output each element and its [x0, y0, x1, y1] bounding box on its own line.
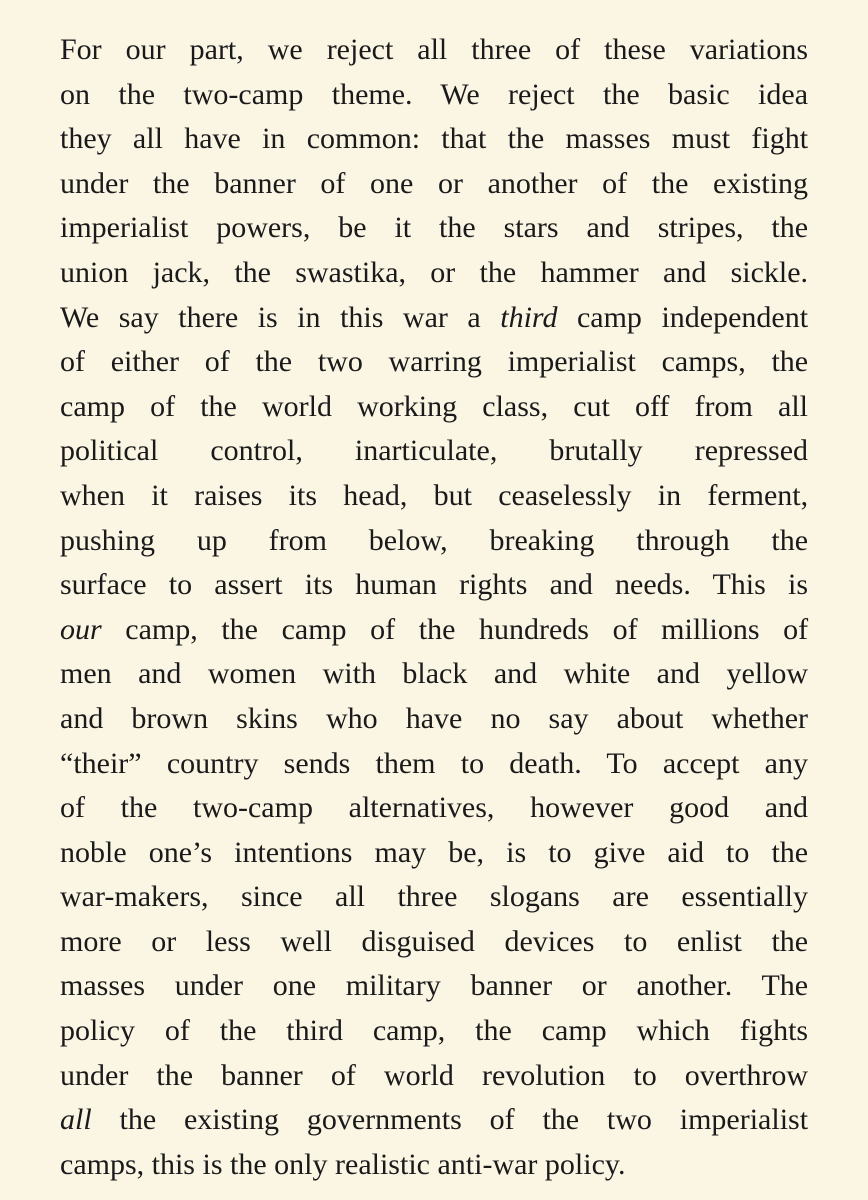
- word: banner: [470, 969, 553, 1003]
- word: the: [418, 612, 456, 646]
- text-line: [60, 608, 808, 653]
- word: the: [255, 345, 293, 379]
- word: and: [493, 657, 538, 691]
- word: from: [268, 523, 327, 557]
- document-body: [60, 28, 808, 1187]
- text-line: [60, 474, 808, 519]
- word: is: [257, 300, 278, 334]
- word: noble: [60, 835, 127, 869]
- word: realistic: [335, 1147, 430, 1181]
- word: under: [174, 969, 244, 1003]
- word: to: [548, 835, 572, 869]
- word: war-makers,: [60, 880, 209, 914]
- word: world: [383, 1058, 454, 1092]
- word: banner: [221, 1058, 303, 1092]
- text-line: [60, 786, 808, 831]
- word: are: [612, 880, 649, 914]
- word: is: [787, 568, 808, 602]
- word: camp: [60, 389, 125, 423]
- text-line: [60, 563, 808, 608]
- word: there: [178, 300, 239, 334]
- word: camp: [281, 612, 347, 646]
- word: For: [60, 33, 102, 66]
- italic-word: our: [60, 612, 102, 646]
- word: imperialist: [679, 1103, 809, 1137]
- word: intentions: [234, 835, 353, 869]
- word: the: [439, 211, 476, 245]
- word: two: [606, 1103, 652, 1137]
- word: or: [437, 166, 463, 200]
- word: ferment,: [707, 478, 809, 512]
- word: under: [60, 1058, 129, 1092]
- word: about: [616, 701, 684, 735]
- word: “their”: [60, 746, 142, 780]
- text-line: [60, 385, 808, 430]
- word: world: [262, 389, 332, 423]
- word: this: [151, 1147, 195, 1181]
- word: however: [530, 791, 634, 825]
- word: from: [694, 389, 753, 423]
- word: three: [471, 33, 532, 66]
- word: have: [405, 701, 463, 735]
- word: off: [634, 389, 670, 423]
- text-line: [60, 697, 808, 742]
- word: war: [402, 300, 448, 334]
- word: sickle.: [730, 255, 809, 289]
- word: class,: [482, 389, 549, 423]
- word: under: [60, 166, 129, 200]
- word: and: [60, 701, 104, 735]
- word: the: [118, 77, 156, 111]
- word: assert: [214, 568, 283, 602]
- word: three: [397, 880, 458, 914]
- word: imperialist: [60, 211, 189, 245]
- word: The: [761, 969, 809, 1003]
- word: slogans: [489, 880, 580, 914]
- text-line: [60, 519, 808, 564]
- word: of: [204, 345, 230, 379]
- word: be: [338, 211, 367, 245]
- text-line: [60, 831, 808, 876]
- word: any: [764, 746, 808, 780]
- word: in: [297, 300, 321, 334]
- word: fight: [751, 122, 809, 156]
- word: must: [671, 122, 731, 156]
- word: all: [778, 389, 809, 423]
- word: this: [340, 300, 384, 334]
- word: when: [60, 478, 125, 512]
- word: in: [657, 478, 682, 512]
- word: have: [184, 122, 241, 156]
- word: common:: [306, 122, 421, 156]
- word: they: [60, 122, 112, 156]
- text-line: [60, 206, 808, 251]
- word: repressed: [694, 434, 809, 468]
- word: sends: [283, 746, 351, 780]
- word: the: [156, 1058, 194, 1092]
- word: good: [669, 791, 730, 825]
- word: the: [479, 255, 517, 289]
- text-line: [60, 117, 808, 162]
- word: the: [219, 1014, 257, 1048]
- word: of: [612, 612, 638, 646]
- word: of: [330, 1058, 356, 1092]
- word: men: [60, 657, 112, 691]
- word: camp,: [372, 1014, 446, 1048]
- word: needs.: [615, 568, 691, 602]
- word: enlist: [676, 924, 742, 958]
- word: all: [132, 122, 163, 156]
- word: hammer: [540, 255, 639, 289]
- italic-word: third: [500, 300, 558, 334]
- word: working: [357, 389, 458, 423]
- word: with: [322, 657, 376, 691]
- word: union: [60, 255, 129, 289]
- word: we: [267, 33, 303, 66]
- word: two-camp: [193, 791, 313, 825]
- word: warring: [388, 345, 482, 379]
- word: and: [663, 255, 707, 289]
- word: the: [771, 211, 809, 245]
- word: camps,: [60, 1147, 145, 1181]
- word: the: [771, 924, 809, 958]
- word: be,: [448, 835, 485, 869]
- word: to: [726, 835, 750, 869]
- word: raises: [194, 478, 263, 512]
- word: the: [120, 791, 158, 825]
- word: masses: [565, 122, 651, 156]
- word: stars: [503, 211, 559, 245]
- word: yellow: [726, 657, 809, 691]
- word: the: [771, 835, 809, 869]
- word: of: [150, 389, 176, 423]
- word: say: [118, 300, 159, 334]
- word: basic: [668, 77, 730, 111]
- word: existing: [713, 166, 809, 200]
- word: well: [280, 924, 332, 958]
- word: either: [110, 345, 180, 379]
- word: accept: [662, 746, 740, 780]
- word: breaking: [489, 523, 595, 557]
- word: the: [651, 166, 689, 200]
- word: these: [604, 33, 666, 66]
- word: overthrow: [684, 1058, 809, 1092]
- word: less: [205, 924, 251, 958]
- text-line: [60, 251, 808, 296]
- word: one’s: [148, 835, 213, 869]
- text-line: [60, 340, 808, 385]
- word: human: [355, 568, 437, 602]
- word: variations: [689, 33, 809, 66]
- word: of: [60, 345, 85, 379]
- word: one: [370, 166, 414, 200]
- paragraph: [60, 28, 808, 1187]
- text-line: [60, 162, 808, 207]
- text-line: [60, 920, 808, 965]
- word: control,: [210, 434, 303, 468]
- word: imperialist: [507, 345, 636, 379]
- word: all: [335, 880, 366, 914]
- word: aid: [667, 835, 704, 869]
- word: the: [603, 77, 640, 111]
- word: no: [490, 701, 521, 735]
- word: fights: [739, 1014, 809, 1048]
- word: its: [288, 478, 318, 512]
- word: the: [119, 1103, 157, 1137]
- word: our: [125, 33, 166, 66]
- word: the: [542, 1103, 580, 1137]
- word: political: [60, 434, 159, 468]
- word: is: [506, 835, 527, 869]
- word: another: [487, 166, 578, 200]
- word: white: [563, 657, 631, 691]
- word: it: [394, 211, 412, 245]
- italic-word: all: [60, 1103, 92, 1137]
- word: to: [168, 568, 193, 602]
- word: country: [166, 746, 259, 780]
- word: give: [593, 835, 646, 869]
- word: the: [221, 612, 258, 646]
- word: cut: [573, 389, 610, 423]
- word: camps,: [661, 345, 746, 379]
- word: of: [555, 33, 581, 66]
- word: military: [345, 969, 441, 1003]
- word: idea: [758, 77, 809, 111]
- text-line: [60, 964, 808, 1009]
- word: since: [240, 880, 303, 914]
- word: theme.: [331, 77, 413, 111]
- word: disguised: [361, 924, 475, 958]
- word: camp: [541, 1014, 607, 1048]
- word: of: [164, 1014, 190, 1048]
- word: hundreds: [479, 612, 589, 646]
- word: masses: [60, 969, 145, 1003]
- word: the: [475, 1014, 512, 1048]
- word: a: [467, 300, 481, 334]
- text-line: [60, 652, 808, 697]
- word: of: [602, 166, 628, 200]
- word: We: [60, 300, 100, 334]
- word: its: [304, 568, 334, 602]
- word: and: [656, 657, 700, 691]
- text-line: [60, 73, 808, 118]
- word: and: [549, 568, 593, 602]
- text-line: [60, 1098, 808, 1143]
- word: whether: [711, 701, 809, 735]
- text-line: [60, 1054, 808, 1099]
- word: or: [151, 924, 177, 958]
- word: and: [586, 211, 630, 245]
- word: brutally: [549, 434, 643, 468]
- word: existing: [183, 1103, 279, 1137]
- word: to: [623, 924, 648, 958]
- word: jack,: [152, 255, 211, 289]
- word: rights: [459, 568, 528, 602]
- word: all: [417, 33, 448, 66]
- word: brown: [131, 701, 209, 735]
- text-line: [60, 875, 808, 920]
- word: powers,: [216, 211, 311, 245]
- word: camp,: [125, 612, 198, 646]
- word: who: [325, 701, 378, 735]
- word: This: [712, 568, 766, 602]
- word: the: [234, 255, 271, 289]
- text-line: [60, 742, 808, 787]
- word: of: [783, 612, 809, 646]
- word: camp: [576, 300, 642, 334]
- word: the: [230, 1147, 267, 1181]
- word: more: [60, 924, 122, 958]
- word: stripes,: [657, 211, 744, 245]
- word: anti-war: [437, 1147, 538, 1181]
- word: another.: [636, 969, 733, 1003]
- word: to: [460, 746, 485, 780]
- word: revolution: [481, 1058, 606, 1092]
- text-line: [60, 1143, 808, 1188]
- word: one: [272, 969, 317, 1003]
- word: is: [202, 1147, 223, 1181]
- word: millions: [661, 612, 760, 646]
- word: of: [60, 791, 85, 825]
- word: and: [764, 791, 809, 825]
- word: policy.: [544, 1147, 626, 1181]
- word: it: [151, 478, 168, 512]
- word: the: [152, 166, 190, 200]
- word: banner: [214, 166, 296, 200]
- word: head,: [343, 478, 408, 512]
- word: and: [138, 657, 182, 691]
- word: say: [548, 701, 589, 735]
- text-line: [60, 1009, 808, 1054]
- word: To: [606, 746, 638, 780]
- word: third: [286, 1014, 343, 1048]
- word: surface: [60, 568, 147, 602]
- word: pushing: [60, 523, 156, 557]
- word: or: [430, 255, 456, 289]
- word: may: [374, 835, 427, 869]
- word: two: [317, 345, 363, 379]
- word: inarticulate,: [354, 434, 498, 468]
- word: but: [433, 478, 472, 512]
- word: up: [196, 523, 227, 557]
- word: on: [60, 77, 90, 111]
- word: them: [375, 746, 436, 780]
- word: swastika,: [295, 255, 407, 289]
- word: ceaselessly: [498, 478, 632, 512]
- word: skins: [236, 701, 298, 735]
- word: the: [200, 389, 237, 423]
- text-line: [60, 296, 808, 341]
- word: death.: [509, 746, 582, 780]
- word: through: [636, 523, 730, 557]
- word: part,: [189, 33, 244, 66]
- word: the: [771, 523, 809, 557]
- word: governments: [306, 1103, 462, 1137]
- word: of: [320, 166, 346, 200]
- word: two-camp: [183, 77, 304, 111]
- word: black: [402, 657, 468, 691]
- word: below,: [368, 523, 448, 557]
- word: essentially: [681, 880, 808, 914]
- word: of: [370, 612, 396, 646]
- word: that: [441, 122, 487, 156]
- word: or: [581, 969, 607, 1003]
- word: the: [507, 122, 545, 156]
- word: only: [274, 1147, 328, 1181]
- text-line: [60, 429, 808, 474]
- word: reject: [508, 77, 575, 111]
- word: which: [636, 1014, 710, 1048]
- word: We: [440, 77, 480, 111]
- word: to: [633, 1058, 657, 1092]
- word: women: [207, 657, 297, 691]
- text-line: [60, 28, 808, 73]
- word: in: [262, 122, 286, 156]
- word: reject: [326, 33, 394, 66]
- word: the: [771, 345, 809, 379]
- word: devices: [504, 924, 595, 958]
- word: independent: [661, 300, 809, 334]
- word: of: [489, 1103, 515, 1137]
- word: policy: [60, 1014, 135, 1048]
- word: alternatives,: [348, 791, 495, 825]
